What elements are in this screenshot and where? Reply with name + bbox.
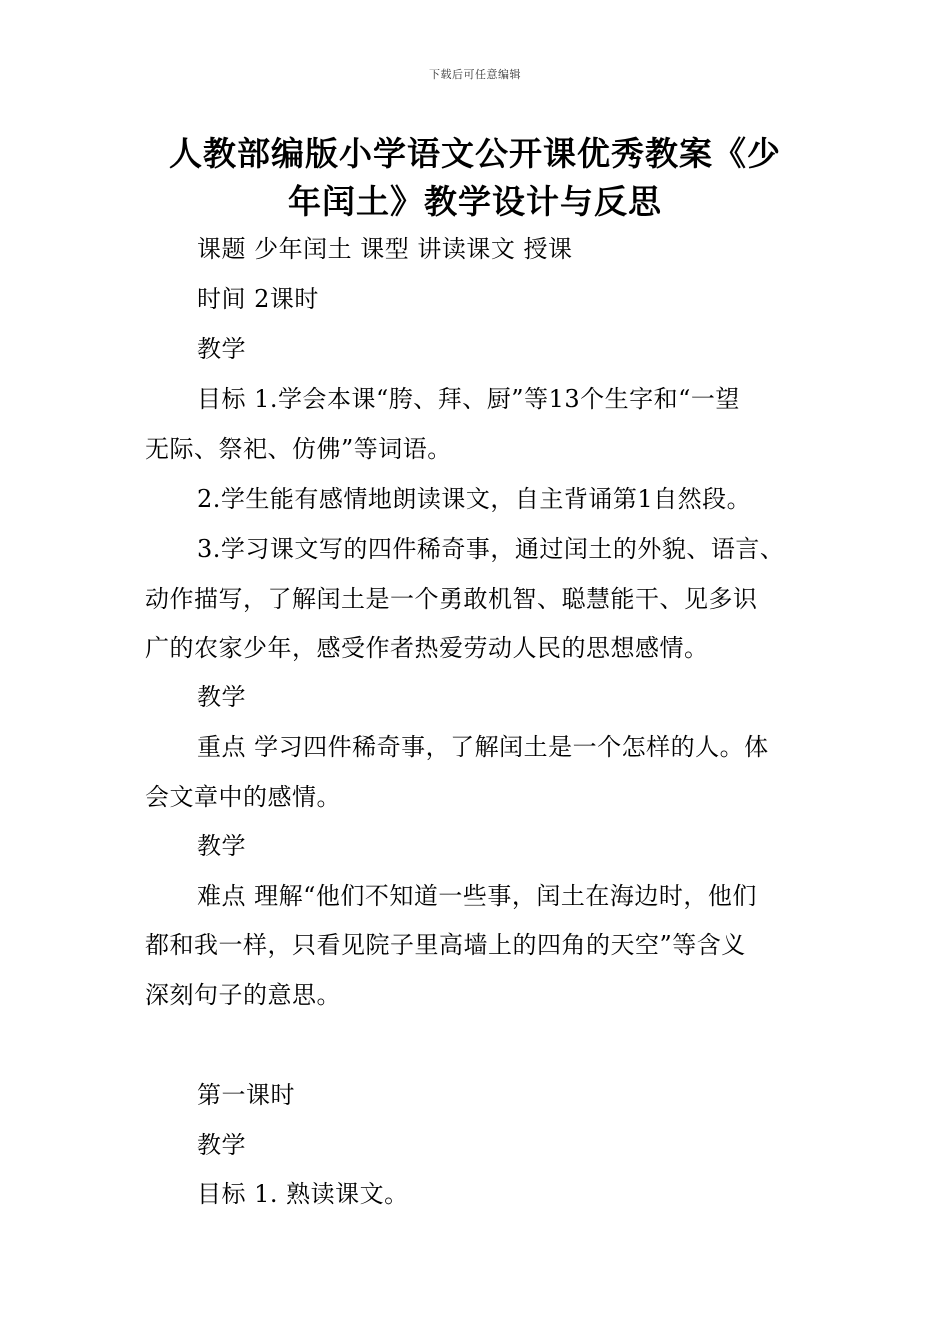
title-line-1: 人教部编版小学语文公开课优秀教案《少 — [169, 134, 781, 173]
body-line: 目标 1. 熟读课文。 — [197, 1180, 409, 1208]
body-line: 3.学习课文写的四件稀奇事，通过闰土的外貌、语言、 — [197, 535, 785, 563]
body-line: 教学 — [197, 832, 246, 860]
body-line: 难点 理解“他们不知道一些事，闰土在海边时，他们 — [197, 882, 757, 910]
body-line: 动作描写，了解闰土是一个勇敢机智、聪慧能干、见多识 — [145, 585, 758, 613]
body-line: 课题 少年闰土 课型 讲读课文 授课 — [197, 235, 573, 263]
body-line: 重点 学习四件稀奇事，了解闰土是一个怎样的人。体 — [197, 733, 769, 761]
body-line: 目标 1.学会本课“胯、拜、厨”等13个生字和“一望 — [197, 385, 740, 413]
body-line: 广的农家少年，感受作者热爱劳动人民的思想感情。 — [145, 634, 709, 662]
body-line: 2.学生能有感情地朗读课文，自主背诵第1自然段。 — [197, 485, 752, 513]
header-note: 下载后可任意编辑 — [429, 68, 521, 81]
body-line: 教学 — [197, 1131, 246, 1159]
body-line: 都和我一样，只看见院子里高墙上的四角的天空”等含义 — [145, 931, 746, 959]
body-line: 深刻句子的意思。 — [145, 981, 341, 1009]
body-line: 教学 — [197, 335, 246, 363]
body-line: 无际、祭祀、仿佛”等词语。 — [145, 435, 452, 463]
body-line: 时间 2课时 — [197, 285, 319, 313]
title-line-2: 年闰土》教学设计与反思 — [288, 182, 662, 221]
section-heading: 第一课时 — [197, 1081, 295, 1109]
body-line: 教学 — [197, 683, 246, 711]
body-line: 会文章中的感情。 — [145, 783, 341, 811]
